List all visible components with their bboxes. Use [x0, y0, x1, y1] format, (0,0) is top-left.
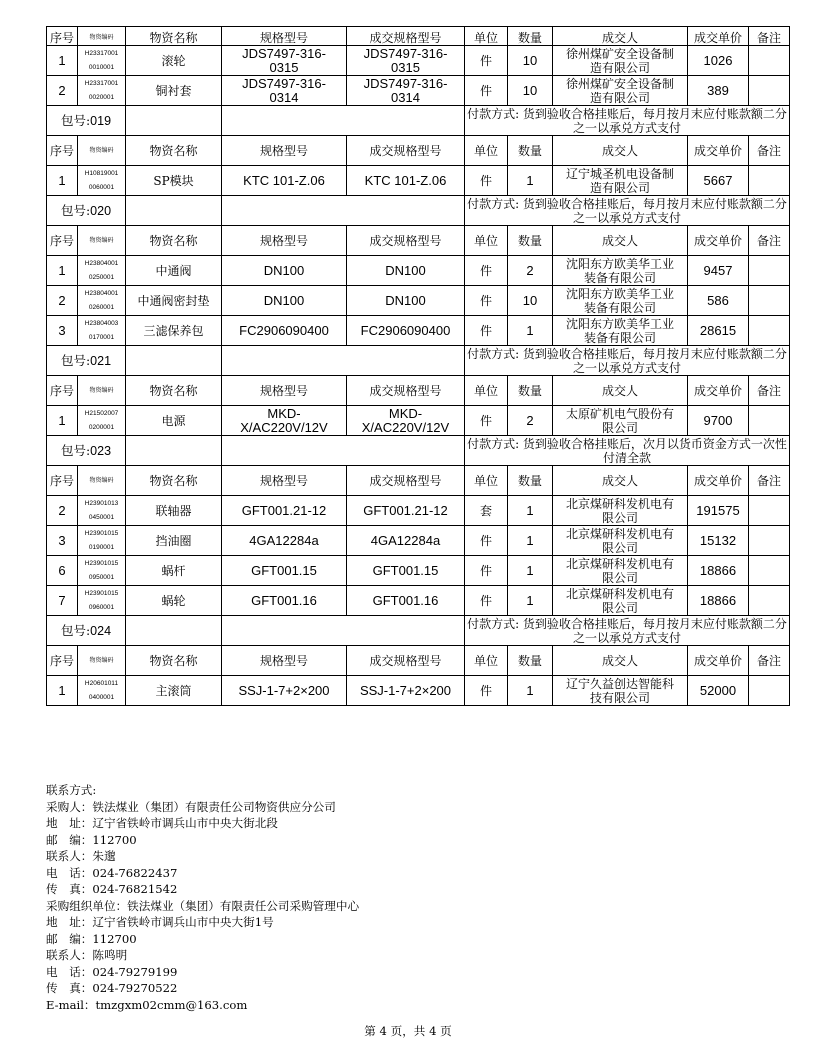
item-price: 191575 [688, 496, 749, 526]
header-deal-spec: 成交规格型号 [347, 466, 465, 496]
package-label-cell [47, 196, 126, 226]
item-supplier: 北京煤研科发机电有 限公司 [553, 496, 688, 526]
item-spec: DN100 [222, 256, 347, 286]
item-unit: 件 [465, 286, 508, 316]
header-note: 备注 [749, 376, 790, 406]
header-code: 物资编码 [78, 226, 126, 256]
item-spec: MKD- X/AC220V/12V [222, 406, 347, 436]
package-blank-cell [222, 196, 465, 226]
page-footer: 第 4 页，共 4 页 [364, 1024, 452, 1038]
item-name: 滚轮 [126, 46, 222, 76]
item-spec: JDS7497-316- 0314 [222, 76, 347, 106]
package-number: 019 [90, 113, 112, 128]
item-name: 铜衬套 [126, 76, 222, 106]
item-seq: 1 [47, 406, 78, 436]
item-name: 蜗轮 [126, 586, 222, 616]
table-header-row [47, 226, 790, 256]
procurement-table [46, 26, 790, 706]
table-header-row [47, 136, 790, 166]
table-row [47, 46, 790, 76]
header-spec: 规格型号 [222, 376, 347, 406]
item-note [749, 286, 790, 316]
package-blank-cell [126, 106, 222, 136]
contact-line: 采购组织单位：铁法煤业（集团）有限责任公司采购管理中心 [46, 898, 360, 913]
contact-line: 邮 编：112700 [46, 931, 137, 946]
header-price: 成交单价 [688, 27, 749, 46]
package-number: 020 [90, 203, 112, 218]
item-code: H23901013 0450001 [78, 496, 126, 526]
header-name: 物资名称 [126, 226, 222, 256]
item-note [749, 46, 790, 76]
item-qty: 1 [508, 496, 553, 526]
item-qty: 10 [508, 76, 553, 106]
item-seq: 7 [47, 586, 78, 616]
table-row [47, 676, 790, 706]
payment-terms: 付款方式: 货到验收合格挂账后，次月以货币资金方式一次性付清全款 [465, 436, 790, 466]
item-price: 389 [688, 76, 749, 106]
item-deal-spec: SSJ-1-7+2×200 [347, 676, 465, 706]
item-qty: 2 [508, 406, 553, 436]
item-deal-spec: MKD- X/AC220V/12V [347, 406, 465, 436]
package-row [47, 196, 790, 226]
header-spec: 规格型号 [222, 466, 347, 496]
item-deal-spec: DN100 [347, 286, 465, 316]
item-seq: 1 [47, 676, 78, 706]
item-note [749, 676, 790, 706]
item-spec: GFT001.16 [222, 586, 347, 616]
contact-info [46, 782, 766, 1013]
item-price: 18866 [688, 586, 749, 616]
header-note: 备注 [749, 27, 790, 46]
item-unit: 件 [465, 526, 508, 556]
header-deal-spec: 成交规格型号 [347, 376, 465, 406]
header-price: 成交单价 [688, 376, 749, 406]
package-label: 包号: [60, 202, 91, 218]
item-code: H23317001 0010001 [78, 46, 126, 76]
item-deal-spec: DN100 [347, 256, 465, 286]
table-row [47, 496, 790, 526]
item-note [749, 76, 790, 106]
header-seq: 序号 [47, 646, 78, 676]
item-code: H23901015 0190001 [78, 526, 126, 556]
header-supplier: 成交人 [553, 27, 688, 46]
package-label: 包号: [60, 112, 91, 128]
item-deal-spec: JDS7497-316- 0315 [347, 46, 465, 76]
package-blank-cell [126, 346, 222, 376]
header-note: 备注 [749, 226, 790, 256]
item-note [749, 316, 790, 346]
item-supplier: 北京煤研科发机电有 限公司 [553, 526, 688, 556]
package-blank-cell [222, 616, 465, 646]
item-qty: 1 [508, 316, 553, 346]
item-supplier: 北京煤研科发机电有 限公司 [553, 586, 688, 616]
header-supplier: 成交人 [553, 376, 688, 406]
table-row [47, 316, 790, 346]
item-qty: 1 [508, 556, 553, 586]
payment-terms: 付款方式: 货到验收合格挂账后，每月按月末应付账款额二分之一以承兑方式支付 [465, 106, 790, 136]
item-supplier: 沈阳东方欧美华工业 装备有限公司 [553, 316, 688, 346]
table-header-row [47, 646, 790, 676]
item-unit: 套 [465, 496, 508, 526]
contact-line: 邮 编：112700 [46, 832, 137, 847]
procurement-result-table-area [46, 26, 789, 706]
contact-line: 传 真：024-79270522 [46, 981, 178, 995]
item-unit: 件 [465, 316, 508, 346]
item-seq: 1 [47, 166, 78, 196]
header-code: 物资编码 [78, 466, 126, 496]
payment-terms: 付款方式: 货到验收合格挂账后，每月按月末应付账款额二分之一以承兑方式支付 [465, 616, 790, 646]
item-price: 9457 [688, 256, 749, 286]
header-seq: 序号 [47, 27, 78, 46]
header-deal-spec: 成交规格型号 [347, 136, 465, 166]
item-qty: 1 [508, 166, 553, 196]
item-seq: 2 [47, 286, 78, 316]
item-spec: FC2906090400 [222, 316, 347, 346]
header-price: 成交单价 [688, 646, 749, 676]
item-note [749, 526, 790, 556]
table-header-row [47, 466, 790, 496]
item-code: H23804001 0250001 [78, 256, 126, 286]
header-seq: 序号 [47, 226, 78, 256]
item-spec: KTC 101-Z.06 [222, 166, 347, 196]
header-spec: 规格型号 [222, 27, 347, 46]
item-unit: 件 [465, 676, 508, 706]
item-seq: 1 [47, 256, 78, 286]
package-number: 021 [90, 353, 112, 368]
header-deal-spec: 成交规格型号 [347, 27, 465, 46]
header-code: 物资编码 [78, 376, 126, 406]
item-supplier: 徐州煤矿安全设备制 造有限公司 [553, 76, 688, 106]
item-code: H23317001 0020001 [78, 76, 126, 106]
item-qty: 10 [508, 286, 553, 316]
contact-line: 采购人：铁法煤业（集团）有限责任公司物资供应分公司 [46, 799, 336, 814]
contact-line: E-mail：tmzgxm02cmm@163.com [46, 997, 248, 1012]
header-spec: 规格型号 [222, 226, 347, 256]
package-blank-cell [126, 616, 222, 646]
header-name: 物资名称 [126, 136, 222, 166]
package-row [47, 346, 790, 376]
table-row [47, 586, 790, 616]
package-label-cell [47, 346, 126, 376]
contact-title: 联系方式: [46, 783, 97, 797]
item-deal-spec: JDS7497-316- 0314 [347, 76, 465, 106]
header-name: 物资名称 [126, 646, 222, 676]
item-unit: 件 [465, 556, 508, 586]
item-unit: 件 [465, 166, 508, 196]
header-qty: 数量 [508, 136, 553, 166]
header-spec: 规格型号 [222, 136, 347, 166]
package-blank-cell [126, 196, 222, 226]
header-deal-spec: 成交规格型号 [347, 646, 465, 676]
item-name: 中通阀密封垫 [126, 286, 222, 316]
item-deal-spec: GFT001.15 [347, 556, 465, 586]
item-code: H23901015 0950001 [78, 556, 126, 586]
header-note: 备注 [749, 646, 790, 676]
header-supplier: 成交人 [553, 466, 688, 496]
package-number: 024 [90, 623, 112, 638]
header-name: 物资名称 [126, 466, 222, 496]
item-price: 18866 [688, 556, 749, 586]
contact-line: 联系人：陈鸣明 [46, 948, 128, 962]
package-blank-cell [126, 436, 222, 466]
item-name: 中通阀 [126, 256, 222, 286]
item-seq: 6 [47, 556, 78, 586]
package-label: 包号: [60, 442, 91, 458]
item-note [749, 496, 790, 526]
item-name: 挡油圈 [126, 526, 222, 556]
item-code: H20601011 0400001 [78, 676, 126, 706]
item-seq: 3 [47, 526, 78, 556]
item-price: 5667 [688, 166, 749, 196]
item-code: H23804001 0260001 [78, 286, 126, 316]
item-unit: 件 [465, 46, 508, 76]
item-price: 15132 [688, 526, 749, 556]
item-supplier: 太原矿机电气股份有 限公司 [553, 406, 688, 436]
item-spec: JDS7497-316- 0315 [222, 46, 347, 76]
item-deal-spec: GFT001.21-12 [347, 496, 465, 526]
item-supplier: 沈阳东方欧美华工业 装备有限公司 [553, 286, 688, 316]
header-price: 成交单价 [688, 136, 749, 166]
table-header-row [47, 376, 790, 406]
table-row [47, 76, 790, 106]
package-row [47, 106, 790, 136]
header-code: 物资编码 [78, 136, 126, 166]
item-seq: 2 [47, 496, 78, 526]
package-label-cell [47, 106, 126, 136]
header-seq: 序号 [47, 136, 78, 166]
header-price: 成交单价 [688, 466, 749, 496]
item-seq: 1 [47, 46, 78, 76]
header-unit: 单位 [465, 27, 508, 46]
item-code: H21502007 0200001 [78, 406, 126, 436]
header-seq: 序号 [47, 466, 78, 496]
package-row [47, 616, 790, 646]
contact-line: 电 话：024-79279199 [46, 964, 178, 979]
item-code: H10819001 0060001 [78, 166, 126, 196]
header-unit: 单位 [465, 136, 508, 166]
header-note: 备注 [749, 136, 790, 166]
item-price: 28615 [688, 316, 749, 346]
item-seq: 2 [47, 76, 78, 106]
item-deal-spec: KTC 101-Z.06 [347, 166, 465, 196]
header-supplier: 成交人 [553, 646, 688, 676]
item-spec: GFT001.15 [222, 556, 347, 586]
item-note [749, 256, 790, 286]
header-qty: 数量 [508, 466, 553, 496]
item-deal-spec: 4GA12284a [347, 526, 465, 556]
package-blank-cell [222, 106, 465, 136]
payment-terms: 付款方式: 货到验收合格挂账后，每月按月末应付账款额二分之一以承兑方式支付 [465, 196, 790, 226]
header-deal-spec: 成交规格型号 [347, 226, 465, 256]
item-qty: 1 [508, 526, 553, 556]
item-supplier: 北京煤研科发机电有 限公司 [553, 556, 688, 586]
header-price: 成交单价 [688, 226, 749, 256]
item-code: H23901015 0960001 [78, 586, 126, 616]
item-supplier: 辽宁久益创达智能科 技有限公司 [553, 676, 688, 706]
table-row [47, 256, 790, 286]
item-spec: SSJ-1-7+2×200 [222, 676, 347, 706]
header-unit: 单位 [465, 226, 508, 256]
item-deal-spec: GFT001.16 [347, 586, 465, 616]
package-label: 包号: [60, 352, 91, 368]
table-row [47, 166, 790, 196]
header-supplier: 成交人 [553, 226, 688, 256]
item-spec: 4GA12284a [222, 526, 347, 556]
header-seq: 序号 [47, 376, 78, 406]
header-supplier: 成交人 [553, 136, 688, 166]
package-blank-cell [222, 436, 465, 466]
item-unit: 件 [465, 586, 508, 616]
header-qty: 数量 [508, 27, 553, 46]
contact-lines [46, 799, 766, 1014]
header-unit: 单位 [465, 466, 508, 496]
header-spec: 规格型号 [222, 646, 347, 676]
item-seq: 3 [47, 316, 78, 346]
item-price: 9700 [688, 406, 749, 436]
table-row [47, 286, 790, 316]
item-supplier: 辽宁城圣机电设备制 造有限公司 [553, 166, 688, 196]
contact-line: 地 址：辽宁省铁岭市调兵山市中央大街北段 [46, 816, 278, 830]
contact-line: 地 址：辽宁省铁岭市调兵山市中央大街1号 [46, 915, 274, 929]
header-unit: 单位 [465, 646, 508, 676]
package-blank-cell [222, 346, 465, 376]
item-unit: 件 [465, 406, 508, 436]
header-qty: 数量 [508, 646, 553, 676]
package-number: 023 [90, 443, 112, 458]
item-price: 1026 [688, 46, 749, 76]
contact-line: 电 话：024-76822437 [46, 865, 178, 880]
payment-terms: 付款方式: 货到验收合格挂账后，每月按月末应付账款额二分之一以承兑方式支付 [465, 346, 790, 376]
item-qty: 10 [508, 46, 553, 76]
header-code: 物资编码 [78, 27, 126, 46]
table-header-row [47, 27, 790, 46]
contact-line: 传 真：024-76821542 [46, 882, 178, 896]
item-qty: 2 [508, 256, 553, 286]
item-price: 586 [688, 286, 749, 316]
header-unit: 单位 [465, 376, 508, 406]
item-unit: 件 [465, 76, 508, 106]
table-row [47, 406, 790, 436]
header-code: 物资编码 [78, 646, 126, 676]
item-note [749, 556, 790, 586]
header-name: 物资名称 [126, 27, 222, 46]
item-note [749, 166, 790, 196]
item-note [749, 586, 790, 616]
package-row [47, 436, 790, 466]
item-deal-spec: FC2906090400 [347, 316, 465, 346]
contact-line: 联系人：朱邈 [46, 849, 116, 863]
package-label: 包号: [60, 622, 91, 638]
item-code: H23804003 0170001 [78, 316, 126, 346]
item-spec: GFT001.21-12 [222, 496, 347, 526]
item-qty: 1 [508, 676, 553, 706]
header-note: 备注 [749, 466, 790, 496]
package-label-cell [47, 616, 126, 646]
item-name: 主滚筒 [126, 676, 222, 706]
table-row [47, 526, 790, 556]
item-name: 三滤保养包 [126, 316, 222, 346]
item-name: 联轴器 [126, 496, 222, 526]
header-qty: 数量 [508, 226, 553, 256]
item-price: 52000 [688, 676, 749, 706]
item-unit: 件 [465, 256, 508, 286]
table-row [47, 556, 790, 586]
header-qty: 数量 [508, 376, 553, 406]
header-name: 物资名称 [126, 376, 222, 406]
item-supplier: 沈阳东方欧美华工业 装备有限公司 [553, 256, 688, 286]
item-qty: 1 [508, 586, 553, 616]
item-name: 蜗杆 [126, 556, 222, 586]
package-label-cell [47, 436, 126, 466]
item-note [749, 406, 790, 436]
item-spec: DN100 [222, 286, 347, 316]
item-supplier: 徐州煤矿安全设备制 造有限公司 [553, 46, 688, 76]
item-name: SP模块 [126, 166, 222, 196]
item-name: 电源 [126, 406, 222, 436]
